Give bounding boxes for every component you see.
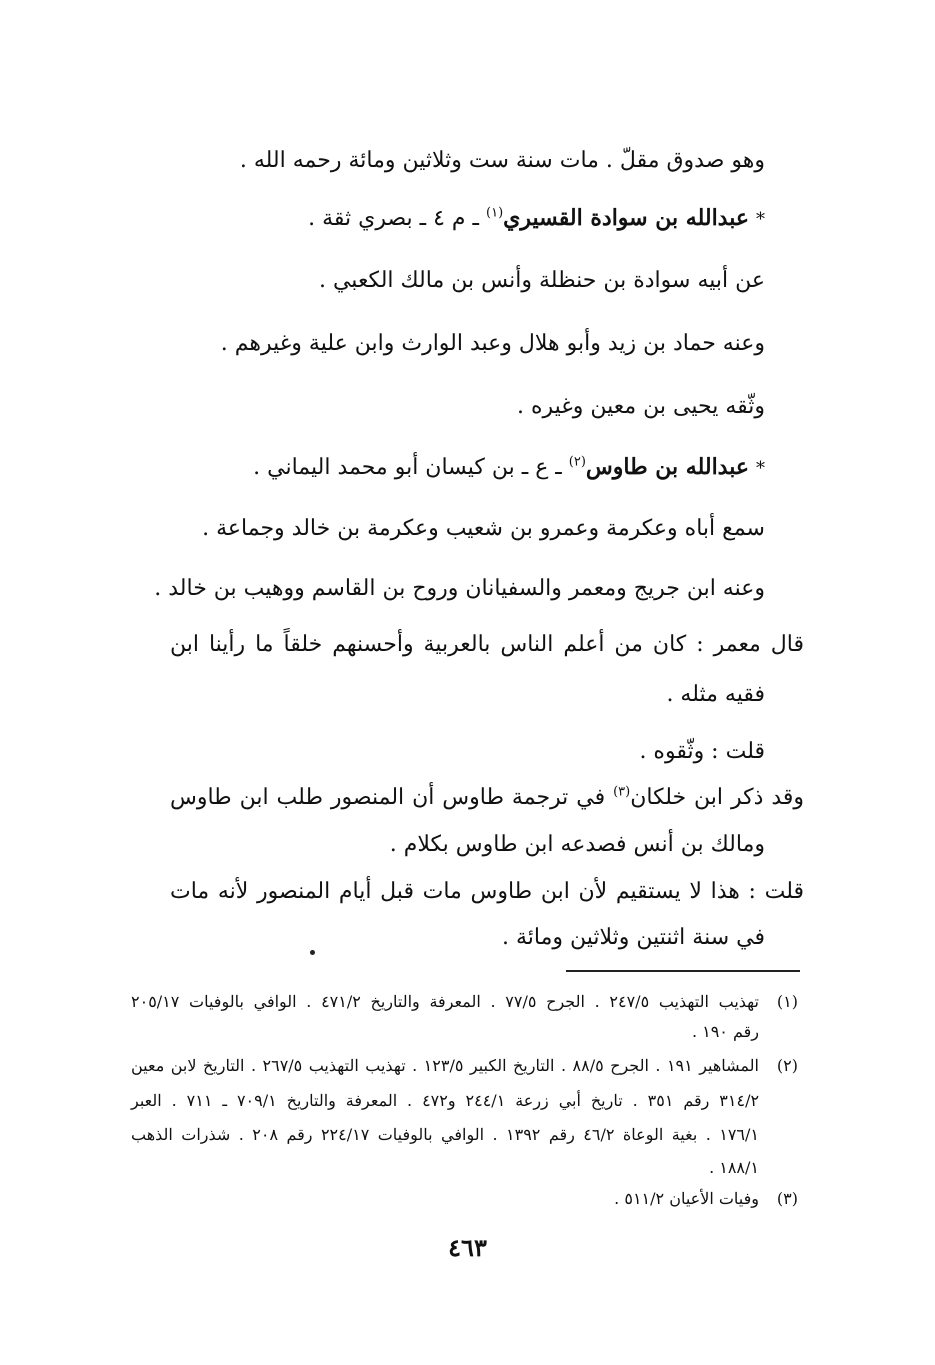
footnote-number: (٣)	[776, 1189, 798, 1208]
text-line	[170, 783, 804, 813]
text-line: قلت : هذا لا يستقيم لأن ابن طاوس مات قبل أيام المنصور لأنه مات	[170, 879, 804, 904]
text-line: ومالك بن أنس فصدعه ابن طاوس بكلام .	[389, 832, 765, 857]
footnote-separator	[566, 970, 800, 972]
footnote-line: المشاهير ١٩١ . الجرح ٨٨/٥ . التاريخ الكبير ١٢٣/٥ . تهذيب التهذيب ٢٦٧/٥ . التاريخ لابن معين	[131, 1056, 760, 1075]
page-number: ٤٦٣	[448, 1233, 487, 1262]
footnote-number: (٢)	[776, 1056, 798, 1075]
entry-marker: *	[756, 458, 765, 479]
text-line: سمع أباه وعكرمة وعمرو بن شعيب وعكرمة بن خالد وجماعة .	[202, 516, 765, 541]
entry-name: عبدالله بن طاوس	[585, 454, 749, 480]
text-segment: وقد ذكر ابن خلكان	[630, 785, 805, 810]
entry-marker: *	[756, 209, 765, 230]
entry-name: عبدالله بن سوادة القسيري	[503, 205, 749, 231]
footnote-line: رقم ١٩٠ .	[691, 1022, 759, 1041]
footnote-ref: (٣)	[613, 784, 631, 800]
text-segment: في ترجمة طاوس أن المنصور طلب ابن طاوس	[170, 785, 606, 810]
footnote-ref: (٢)	[568, 454, 586, 470]
text-line: وهو صدوق مقلّ . مات سنة ست وثلاثين ومائة رحمه الله .	[239, 148, 765, 173]
text-line: وثّقه يحيى بن معين وغيره .	[516, 394, 765, 419]
text-line: وعنه ابن جريج ومعمر والسفيانان وروح بن القاسم ووهيب بن خالد .	[154, 576, 765, 601]
text-line: قلت : وثّقوه .	[639, 739, 765, 764]
text-line: في سنة اثنتين وثلاثين ومائة .	[502, 925, 765, 950]
entry-rest: ـ م ٤ ـ بصري ثقة .	[308, 206, 479, 231]
text-line: فقيه مثله .	[666, 682, 765, 707]
footnote-line: ٣١٤/٢ رقم ٣٥١ . تاريخ أبي زرعة ٢٤٤/١ و٤٧٢ . المعرفة والتاريخ ٧٠٩/١ ـ ٧١١ . العبر	[131, 1091, 760, 1110]
text-line: وعنه حماد بن زيد وأبو هلال وعبد الوارث وابن علية وغيرهم .	[220, 331, 765, 356]
ink-speck	[310, 950, 315, 955]
footnote-line: ١٨٨/١ .	[709, 1158, 759, 1177]
footnote-line: تهذيب التهذيب ٢٤٧/٥ . الجرح ٧٧/٥ . المعرفة والتاريخ ٤٧١/٢ . الوافي بالوفيات ٢٠٥/١٧	[131, 992, 759, 1011]
footnote-line: ١٧٦/١ . بغية الوعاة ٤٦/٢ رقم ١٣٩٢ . الوافي بالوفيات ٢٢٤/١٧ رقم ٢٠٨ . شذرات الذهب	[131, 1125, 759, 1144]
entry-heading-1	[308, 203, 765, 235]
text-line: عن أبيه سوادة بن حنظلة وأنس بن مالك الكعبي .	[318, 268, 765, 293]
footnote-number: (١)	[776, 992, 798, 1011]
text-line: قال معمر : كان من أعلم الناس بالعربية وأحسنهم خلقاً ما رأينا ابن	[170, 632, 804, 657]
entry-heading-2	[253, 452, 765, 484]
entry-rest: ـ ع ـ بن كيسان أبو محمد اليماني .	[253, 455, 562, 480]
footnote-ref: (١)	[486, 205, 504, 221]
footnote-line: وفيات الأعيان ٥١١/٢ .	[614, 1189, 759, 1208]
